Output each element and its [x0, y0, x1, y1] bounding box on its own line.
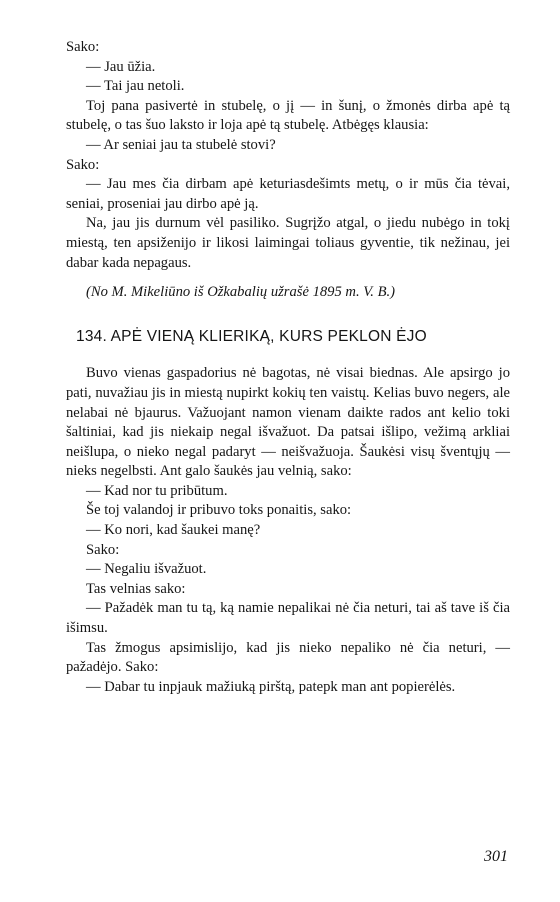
paragraph: — Ar seniai jau ta stubelė stovi?: [86, 136, 276, 153]
paragraph: — Jau mes čia dirbam apė keturiasdešimts metų, o ir mūs čia tėvai, seniai, proseniai jau dirbo apė ją.: [66, 176, 510, 212]
chapter-heading: 134. APĖ VIENĄ KLIERIKĄ, KURS PEKLON ĖJO: [76, 327, 427, 345]
book-page: [66, 38, 510, 697]
story-134-body: [66, 364, 510, 697]
paragraph: Tas žmogus apsimislijo, kad jis nieko nepaliko nė čia neturi, — pažadėjo. Sako:: [66, 639, 510, 676]
paragraph: Na, jau jis durnum vėl pasiliko. Sugrįžo atgal, o jiedu nubėgo in tokį miestą, ten apsiženijo ir likosi laimingai toliaus gyventie, tik nežinau, jei dabar kada nepagaus.: [66, 215, 510, 271]
paragraph: — Negaliu išvažuot.: [86, 561, 207, 578]
paragraph: — Pažadėk man tu tą, ką namie nepalikai nė čia neturi, tai aš tave iš čia išimsu.: [66, 600, 510, 637]
paragraph: Sako:: [66, 156, 100, 173]
source-note: (No M. Mikeliūno iš Ožkabalių užrašė 1895 m. V. B.): [86, 284, 396, 301]
paragraph: — Kad nor tu pribūtum.: [86, 482, 228, 499]
paragraph: Buvo vienas gaspadorius nė bagotas, nė visai biednas. Ale apsirgo jo pati, nuvažiau jis in miestą nupirkt kokių ten vaistų. Kelias buvo negers, ale nelabai nė bjaurus. Važuojant namon vienam daikte rados ant kelio toki šaltiniai, kad jis niekaip negal išvažuot. Da patsai išlipo, vežimą arkliai neišlupa, o nieko negal padaryt — neišvažuoja. Šaukėsi visų šventųjų — nieks negelbsti. Ant galo šaukės jau velnią, sako:: [66, 365, 510, 480]
paragraph: — Ko nori, kad šaukei manę?: [86, 522, 261, 539]
paragraph: — Dabar tu inpjauk mažiuką pirštą, patepk man ant popierėlės.: [86, 678, 456, 695]
story-continuation: [66, 38, 510, 273]
paragraph: Sako:: [86, 541, 120, 558]
paragraph: Toj pana pasivertė in stubelę, o jį — in šunį, o žmonės dirba apė tą stubelę, o tas šuo laksto ir loja apė tą stubelę. Atbėgęs klausia:: [66, 97, 510, 134]
paragraph: Še toj valandoj ir pribuvo toks ponaitis, sako:: [86, 502, 352, 519]
paragraph: Sako:: [66, 39, 100, 55]
page-number: 301: [484, 848, 508, 865]
paragraph: — Jau ūžia.: [86, 58, 156, 75]
paragraph: Tas velnias sako:: [86, 580, 186, 597]
paragraph: — Tai jau netoli.: [86, 78, 185, 95]
